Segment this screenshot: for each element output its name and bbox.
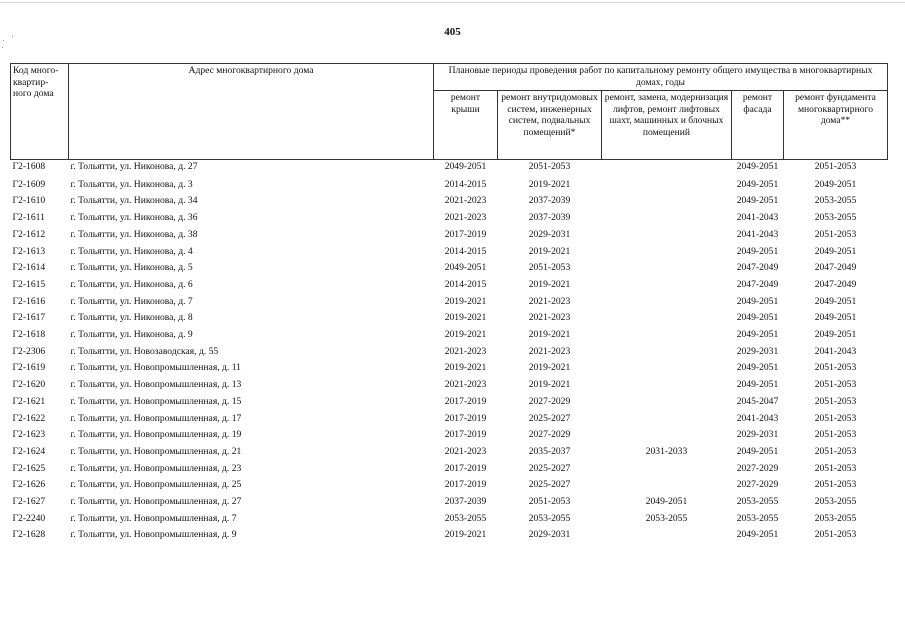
- row-roof: 2017-2019: [444, 429, 487, 441]
- row-lifts: [602, 327, 732, 344]
- table-row: [11, 210, 888, 227]
- row-address: г. Тольятти, ул. Новопромышленная, д. 21: [70, 445, 242, 457]
- header-foundation: ремонт фундамента многоквартирного дома**: [784, 91, 888, 160]
- row-roof: 2021-2023: [444, 379, 487, 391]
- table-header: [11, 64, 888, 160]
- row-code: Г2-1625: [12, 462, 46, 474]
- table-row: [11, 527, 888, 544]
- row-lifts: [602, 377, 732, 394]
- table-row: [11, 377, 888, 394]
- row-facade: 2049-2051: [736, 445, 779, 457]
- table-row: [11, 193, 888, 210]
- row-code: Г2-1618: [12, 329, 46, 341]
- row-systems: 2029-2031: [528, 529, 571, 541]
- table-row: [11, 327, 888, 344]
- row-address: г. Тольятти, ул. Никонова, д. 8: [70, 312, 193, 324]
- row-address: г. Тольятти, ул. Новопромышленная, д. 9: [70, 529, 237, 541]
- row-facade: 2049-2051: [736, 295, 779, 307]
- row-code: Г2-1622: [12, 412, 46, 424]
- table-row: [11, 511, 888, 528]
- row-address: г. Тольятти, ул. Новопромышленная, д. 15: [70, 395, 242, 407]
- row-roof: 2017-2019: [444, 395, 487, 407]
- row-facade: 2041-2043: [736, 212, 779, 224]
- scan-speck: [3, 40, 4, 41]
- row-code: Г2-1621: [12, 395, 46, 407]
- row-roof: 2017-2019: [444, 412, 487, 424]
- row-foundation: 2051-2053: [814, 412, 857, 424]
- row-facade: 2029-2031: [736, 345, 779, 357]
- row-foundation: 2051-2053: [814, 395, 857, 407]
- row-address: г. Тольятти, ул. Новопромышленная, д. 27: [70, 496, 242, 508]
- row-roof: 2017-2019: [444, 228, 487, 240]
- table-row: [11, 394, 888, 411]
- row-address: г. Тольятти, ул. Никонова, д. 9: [70, 329, 193, 341]
- row-systems: 2025-2027: [528, 412, 571, 424]
- row-systems: 2035-2037: [528, 445, 571, 457]
- row-systems: 2019-2021: [528, 329, 571, 341]
- row-foundation: 2047-2049: [814, 278, 857, 290]
- row-code: Г2-1612: [12, 228, 46, 240]
- row-roof: 2019-2021: [444, 329, 487, 341]
- row-address: г. Тольятти, ул. Новопромышленная, д. 11: [70, 362, 241, 374]
- row-address: г. Тольятти, ул. Никонова, д. 34: [70, 195, 198, 207]
- row-foundation: 2051-2053: [814, 362, 857, 374]
- row-lifts: [602, 210, 732, 227]
- table-row: [11, 344, 888, 361]
- row-code: Г2-1611: [12, 212, 45, 224]
- table-row: [11, 260, 888, 277]
- row-foundation: 2053-2055: [814, 496, 857, 508]
- row-foundation: 2051-2053: [814, 379, 857, 391]
- row-roof: 2019-2021: [444, 295, 487, 307]
- header-facade: ремонт фасада: [732, 91, 784, 160]
- row-facade: 2049-2051: [736, 329, 779, 341]
- row-facade: 2027-2029: [736, 479, 779, 491]
- row-foundation: 2051-2053: [814, 462, 857, 474]
- row-lifts: [602, 260, 732, 277]
- table-row: [11, 227, 888, 244]
- row-facade: 2049-2051: [736, 529, 779, 541]
- row-code: Г2-1620: [12, 379, 46, 391]
- row-systems: 2053-2055: [528, 512, 571, 524]
- header-code: Код много-квартир-ного дома: [11, 64, 69, 160]
- row-roof: 2037-2039: [444, 496, 487, 508]
- row-facade: 2049-2051: [736, 312, 779, 324]
- row-address: г. Тольятти, ул. Никонова, д. 7: [70, 295, 193, 307]
- row-systems: 2019-2021: [528, 362, 571, 374]
- row-foundation: 2051-2053: [814, 479, 857, 491]
- row-facade: 2053-2055: [736, 496, 779, 508]
- row-code: Г2-1626: [12, 479, 46, 491]
- row-address: г. Тольятти, ул. Новопромышленная, д. 19: [70, 429, 242, 441]
- row-lifts: [602, 277, 732, 294]
- row-roof: 2021-2023: [444, 345, 487, 357]
- row-address: г. Тольятти, ул. Новопромышленная, д. 17: [70, 412, 242, 424]
- row-systems: 2021-2023: [528, 312, 571, 324]
- row-systems: 2019-2021: [528, 178, 571, 190]
- row-lifts: [602, 310, 732, 327]
- header-systems: ремонт внутридомовых систем, инженерных систем, подвальных помещений*: [498, 91, 602, 160]
- row-lifts: 2049-2051: [645, 496, 688, 508]
- table-row: [11, 277, 888, 294]
- row-systems: 2027-2029: [528, 429, 571, 441]
- row-facade: 2049-2051: [736, 161, 779, 172]
- row-foundation: 2049-2051: [814, 329, 857, 341]
- row-lifts: [602, 244, 732, 261]
- table-row: [11, 444, 888, 461]
- table-row: [11, 427, 888, 444]
- row-facade: 2045-2047: [736, 395, 779, 407]
- row-systems: 2051-2053: [528, 161, 571, 172]
- row-roof: 2021-2023: [444, 212, 487, 224]
- row-address: г. Тольятти, ул. Новопромышленная, д. 7: [70, 512, 237, 524]
- row-foundation: 2051-2053: [814, 429, 857, 441]
- table-row: [11, 461, 888, 478]
- row-foundation: 2049-2051: [814, 178, 857, 190]
- header-lifts: ремонт, замена, модернизация лифтов, ремонт лифтовых шахт, машинных и блочных помещений: [602, 91, 732, 160]
- scan-speck: [2, 47, 3, 48]
- row-foundation: 2051-2053: [814, 529, 857, 541]
- row-address: г. Тольятти, ул. Никонова, д. 3: [70, 178, 193, 190]
- row-code: Г2-1617: [12, 312, 46, 324]
- row-roof: 2053-2055: [444, 512, 487, 524]
- row-lifts: [602, 477, 732, 494]
- row-code: Г2-1614: [12, 262, 46, 274]
- row-systems: 2037-2039: [528, 212, 571, 224]
- row-lifts: [602, 427, 732, 444]
- row-code: Г2-1619: [12, 362, 46, 374]
- row-code: Г2-1616: [12, 295, 46, 307]
- scan-edge: [0, 2, 905, 3]
- row-facade: 2049-2051: [736, 379, 779, 391]
- row-address: г. Тольятти, ул. Новопромышленная, д. 23: [70, 462, 242, 474]
- row-foundation: 2051-2053: [814, 445, 857, 457]
- table-body: [11, 160, 888, 545]
- row-facade: 2047-2049: [736, 278, 779, 290]
- row-systems: 2029-2031: [528, 228, 571, 240]
- capital-repair-schedule-table: [10, 63, 888, 544]
- row-code: Г2-2306: [12, 345, 46, 357]
- header-address: Адрес многоквартирного дома: [69, 64, 434, 160]
- row-foundation: 2047-2049: [814, 262, 857, 274]
- row-roof: 2021-2023: [444, 195, 487, 207]
- table-row: [11, 360, 888, 377]
- row-lifts: [602, 461, 732, 478]
- row-roof: 2019-2021: [444, 529, 487, 541]
- row-code: Г2-1624: [12, 445, 46, 457]
- row-address: г. Тольятти, ул. Новопромышленная, д. 13: [70, 379, 242, 391]
- row-roof: 2049-2051: [444, 161, 487, 172]
- row-foundation: 2041-2043: [814, 345, 857, 357]
- row-lifts: [602, 193, 732, 210]
- row-systems: 2021-2023: [528, 345, 571, 357]
- row-facade: 2041-2043: [736, 412, 779, 424]
- table-row: [11, 244, 888, 261]
- row-lifts: [602, 344, 732, 361]
- row-systems: 2019-2021: [528, 278, 571, 290]
- row-systems: 2051-2053: [528, 262, 571, 274]
- row-code: Г2-2240: [12, 512, 46, 524]
- row-roof: 2049-2051: [444, 262, 487, 274]
- row-facade: 2029-2031: [736, 429, 779, 441]
- table-row: [11, 177, 888, 194]
- table-row: [11, 310, 888, 327]
- table-row: [11, 411, 888, 428]
- row-systems: 2027-2029: [528, 395, 571, 407]
- row-lifts: [602, 177, 732, 194]
- row-systems: 2051-2053: [528, 496, 571, 508]
- header-periods: Плановые периоды проведения работ по капитальному ремонту общего имущества в многоквартирных домах, годы: [434, 64, 888, 91]
- row-roof: 2014-2015: [444, 278, 487, 290]
- row-facade: 2049-2051: [736, 195, 779, 207]
- row-foundation: 2053-2055: [814, 212, 857, 224]
- row-code: Г2-1610: [12, 195, 46, 207]
- row-systems: 2037-2039: [528, 195, 571, 207]
- row-roof: 2019-2021: [444, 312, 487, 324]
- row-code: Г2-1609: [12, 178, 46, 190]
- row-systems: 2025-2027: [528, 479, 571, 491]
- row-address: г. Тольятти, ул. Новозаводская, д. 55: [70, 345, 219, 357]
- row-address: г. Тольятти, ул. Новопромышленная, д. 25: [70, 479, 242, 491]
- header-roof: ремонт крыши: [434, 91, 498, 160]
- row-address: г. Тольятти, ул. Никонова, д. 6: [70, 278, 193, 290]
- row-lifts: [602, 294, 732, 311]
- row-address: г. Тольятти, ул. Никонова, д. 4: [70, 245, 193, 257]
- row-systems: 2025-2027: [528, 462, 571, 474]
- row-roof: 2019-2021: [444, 362, 487, 374]
- row-code: Г2-1615: [12, 278, 46, 290]
- row-code: Г2-1627: [12, 496, 46, 508]
- row-facade: 2027-2029: [736, 462, 779, 474]
- row-roof: 2017-2019: [444, 462, 487, 474]
- table-row: [11, 294, 888, 311]
- row-code: Г2-1613: [12, 245, 46, 257]
- row-roof: 2014-2015: [444, 178, 487, 190]
- page-number: 405: [444, 26, 461, 38]
- row-lifts: [602, 394, 732, 411]
- row-lifts: 2031-2033: [645, 445, 688, 457]
- table-row: [11, 477, 888, 494]
- row-facade: 2041-2043: [736, 228, 779, 240]
- row-roof: 2014-2015: [444, 245, 487, 257]
- row-facade: 2047-2049: [736, 262, 779, 274]
- row-code: Г2-1608: [12, 161, 46, 172]
- table-row: [11, 160, 888, 177]
- row-lifts: [602, 411, 732, 428]
- row-lifts: [602, 360, 732, 377]
- row-address: г. Тольятти, ул. Никонова, д. 5: [70, 262, 193, 274]
- row-lifts: 2053-2055: [645, 512, 688, 524]
- row-foundation: 2049-2051: [814, 245, 857, 257]
- row-foundation: 2053-2055: [814, 512, 857, 524]
- row-systems: 2019-2021: [528, 379, 571, 391]
- row-address: г. Тольятти, ул. Никонова, д. 38: [70, 228, 198, 240]
- row-foundation: 2051-2053: [814, 228, 857, 240]
- row-foundation: 2049-2051: [814, 312, 857, 324]
- row-lifts: [602, 160, 732, 177]
- row-facade: 2049-2051: [736, 178, 779, 190]
- row-roof: 2017-2019: [444, 479, 487, 491]
- row-roof: 2021-2023: [444, 445, 487, 457]
- row-lifts: [602, 227, 732, 244]
- row-foundation: 2051-2053: [814, 161, 857, 172]
- row-facade: 2049-2051: [736, 362, 779, 374]
- row-code: Г2-1628: [12, 529, 46, 541]
- row-foundation: 2053-2055: [814, 195, 857, 207]
- row-lifts: [602, 527, 732, 544]
- row-address: г. Тольятти, ул. Никонова, д. 27: [70, 161, 198, 172]
- row-foundation: 2049-2051: [814, 295, 857, 307]
- row-facade: 2049-2051: [736, 245, 779, 257]
- row-code: Г2-1623: [12, 429, 46, 441]
- table-row: [11, 494, 888, 511]
- row-facade: 2053-2055: [736, 512, 779, 524]
- row-address: г. Тольятти, ул. Никонова, д. 36: [70, 212, 198, 224]
- row-systems: 2021-2023: [528, 295, 571, 307]
- row-systems: 2019-2021: [528, 245, 571, 257]
